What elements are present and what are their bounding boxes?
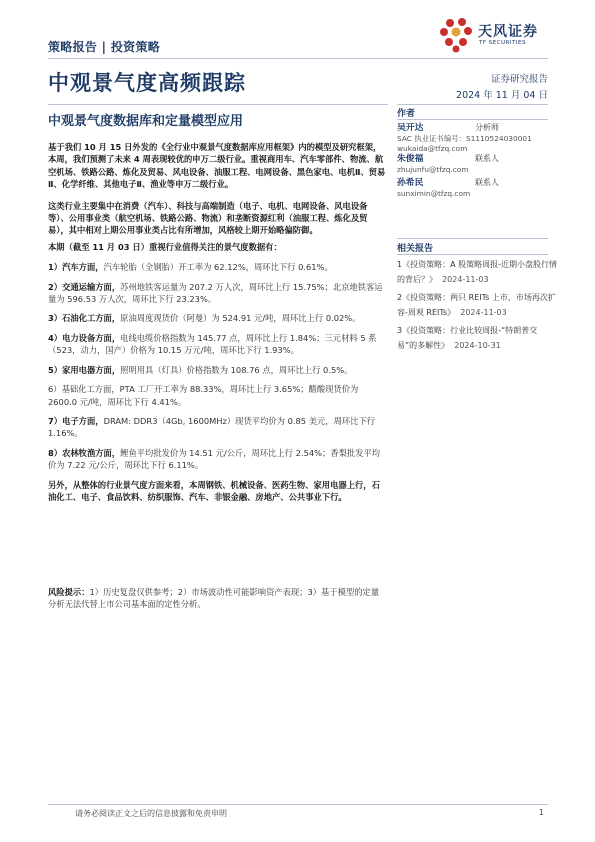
closing-paragraph: 另外，从整体的行业景气度方面来看，本周钢铁、机械设备、医药生物、家用电器上行，石油化工、电子、食品饮料、纺织服饰、汽车、非银金融、房地产、公共事业下行。 (48, 479, 380, 502)
list-item (48, 281, 386, 306)
author-role: 联系人 (475, 178, 499, 187)
item-body: DRAM: DDR3（4Gb, 1600MHz）现货平均价为 0.85 美元，周环比下行 1.16%。 (48, 415, 376, 439)
top-rule (48, 58, 548, 59)
page-title: 中观景气度高频跟踪 (48, 71, 246, 95)
company-logo (440, 17, 550, 53)
list-item (48, 332, 386, 357)
report-type: 证券研究报告 (490, 74, 548, 85)
risk-warning (48, 586, 386, 611)
logo-icon (440, 17, 474, 53)
page-number: 1 (538, 808, 544, 817)
side-rule-related (397, 254, 548, 255)
item-heading: 1）汽车方面， (48, 262, 104, 273)
side-rule-top (397, 104, 548, 105)
related-title[interactable]: 3《投资策略：行业比较周报-“特朗普交易”的多解性》 (397, 326, 538, 350)
report-date: 2024 年 11 月 04 日 (456, 90, 548, 101)
related-date: 2024-11-03 (442, 275, 489, 284)
item-body: 电线电缆价格指数为 145.77 点，周环比上行 1.84%；三元材料 5 系（523，动力，国产）价格为 10.15 万元/吨，周环比下行 1.93%。 (48, 332, 377, 356)
item-body: 原油周度现货价（阿曼）为 524.91 元/吨，周环比上行 0.02%。 (120, 313, 361, 324)
author-role: 分析师 (475, 123, 499, 132)
item-body: 照明用具（灯具）价格指数为 108.76 点，周环比上行 0.5%。 (120, 364, 353, 375)
author-role: 联系人 (475, 154, 499, 163)
authors-heading: 作者 (397, 109, 416, 119)
summary-paragraph-2: 这类行业主要集中在消费（汽车）、科技与高端制造（电子、电机、电网设备、风电设备等）、公用事业类（航空机场、铁路公路、物流）和垄断资源红利（油服工程、炼化及贸易），其中相对上期公用事业类占比有所增加，风格较上期开始略偏防御。 (48, 200, 368, 236)
related-heading: 相关报告 (397, 244, 434, 254)
intro-line: 本期（截至 11 月 03 日）重视行业值得关注的景气度数据有： (48, 241, 282, 252)
side-rule-related-top (397, 238, 548, 239)
author-email[interactable]: zhujunfu@tfzq.com (397, 164, 469, 174)
logo-english: TF SECURITIES (479, 40, 526, 46)
item-heading: 2）交通运输方面， (48, 281, 121, 292)
related-date: 2024-11-03 (460, 308, 507, 317)
list-item (48, 261, 386, 273)
item-heading: 8）农林牧渔方面， (48, 447, 121, 458)
report-category: 策略报告 | 投资策略 (48, 40, 161, 54)
item-body: 苏州地铁客运量为 207.2 万人次，周环比上行 15.75%；北京地铁客运量为 596.53 万人次，周环比下行 23.23%。 (48, 281, 383, 305)
item-body: 鲤鱼平均批发价为 14.51 元/公斤，周环比上行 2.54%；香梨批发平均价为 7.22 元/公斤，周环比下行 6.11%。 (48, 447, 381, 471)
author-card (397, 123, 552, 155)
list-item (48, 383, 386, 408)
item-heading: 5）家用电器方面， (48, 364, 121, 375)
footer-rule (48, 804, 548, 805)
related-title[interactable]: 1《投资策略：A 股策略周报-近期小盘股行情的背后？》 (397, 260, 557, 284)
risk-text: 1）历史复盘仅供参考；2）市场波动性可能影响资产表现；3）基于模型的定量分析无法代替上市公司基本面的定性分析。 (48, 587, 380, 610)
item-heading: 4）电力设备方面， (48, 332, 121, 343)
list-item (48, 447, 386, 472)
footer-disclaimer: 请务必阅读正文之后的信息披露和免责申明 (75, 809, 227, 818)
author-card (397, 154, 552, 175)
item-body: PTA 工厂开工率为 88.33%，周环比上行 3.65%；醋酸现货价为 2600.0 元/吨，周环比下行 4.41%。 (48, 384, 359, 407)
item-body: 汽车轮胎（全钢胎）开工率为 62.12%，周环比下行 0.61%。 (103, 262, 333, 273)
title-rule (48, 104, 388, 105)
list-item (48, 312, 386, 324)
logo-name: 天风证券 (478, 24, 538, 40)
author-name: 吴开达 (397, 123, 424, 133)
summary-paragraph: 基于我们 10 月 15 日外发的《全行业中观景气度数据库应用框架》内的模型及研究框架，本周，我们预测了未来 4 周表现较优的申万二级行业。重视商用车、汽车零部件、物流、航空机场、铁路公路、炼化及贸易、风电设备、油服工程、电网设备、黑色家电、电机Ⅱ、贸易Ⅱ、化学纤维、其他电子Ⅱ、渔业等申万二级行业。 (48, 142, 386, 190)
author-email[interactable]: sunximin@tfzq.com (397, 188, 471, 198)
related-title[interactable]: 2《投资策略：两只 REITs 上市，市场再次扩容-周观 REITs》 (397, 293, 556, 317)
author-email[interactable]: wukaida@tfzq.com (397, 144, 468, 154)
main-content (48, 141, 386, 509)
related-date: 2024-10-31 (454, 341, 501, 350)
list-item (48, 415, 386, 440)
related-item[interactable] (397, 323, 557, 353)
side-rule-authors (397, 119, 548, 120)
item-heading: 3）石油化工方面， (48, 313, 121, 324)
item-heading: 7）电子方面， (48, 415, 104, 426)
author-cert: SAC 执业证书编号：S1110524030001 (397, 133, 532, 143)
subtitle: 中观景气度数据库和定量模型应用 (48, 114, 244, 129)
list-item (48, 364, 386, 376)
related-item[interactable] (397, 257, 557, 287)
related-item[interactable] (397, 290, 557, 320)
author-name: 孙希民 (397, 178, 424, 188)
author-card (397, 178, 552, 199)
item-heading: 6）基础化工方面， (48, 384, 120, 395)
risk-label: 风险提示： (48, 587, 90, 597)
author-name: 朱俊福 (397, 154, 424, 164)
related-list (397, 257, 557, 353)
